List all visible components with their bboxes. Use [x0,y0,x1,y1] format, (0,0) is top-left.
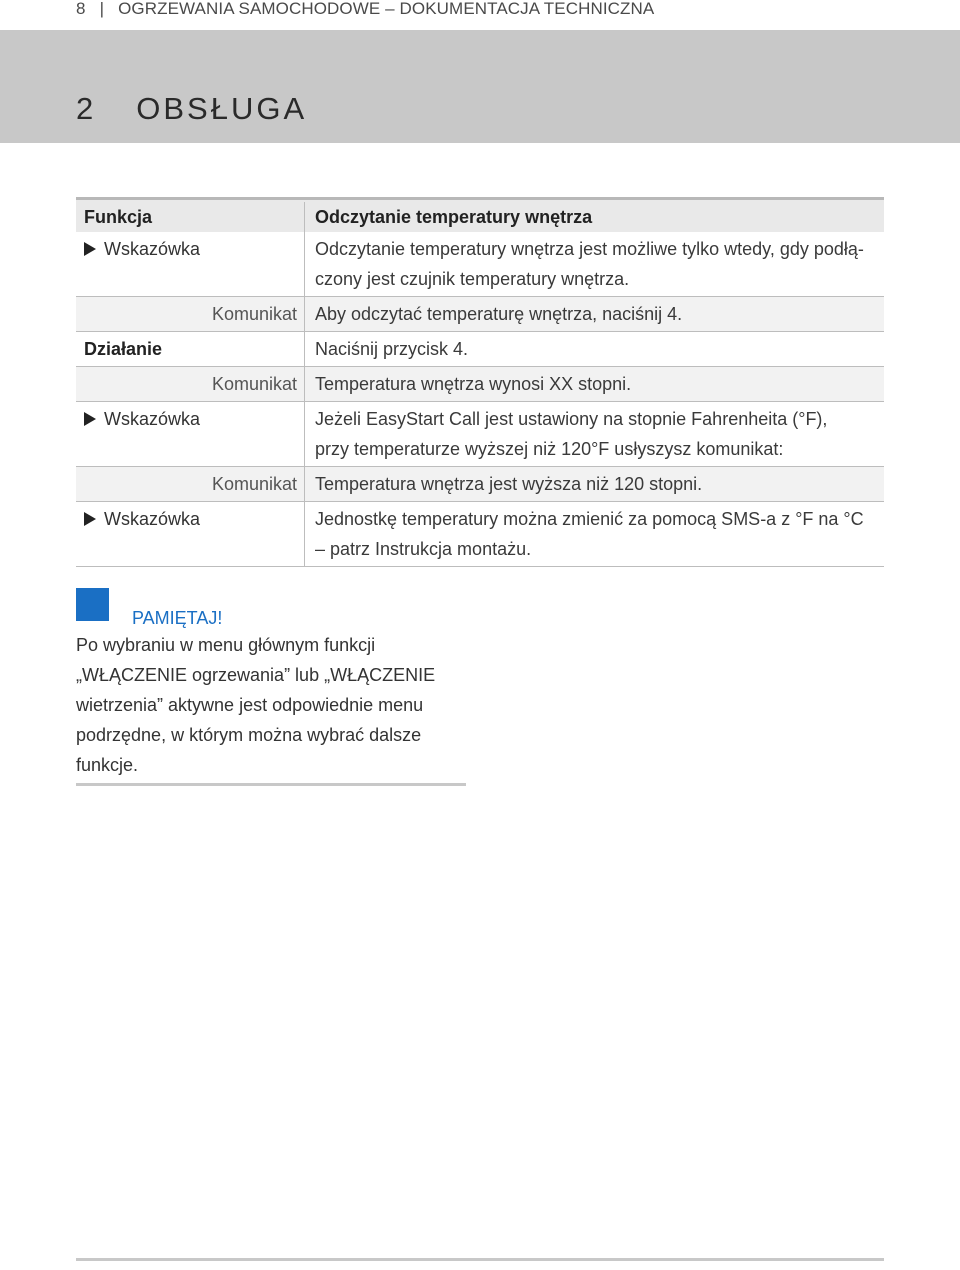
hint-line: Odczytanie temperatury wnętrza jest możliwe tylko wtedy, gdy podłą- [315,239,864,259]
hint-line: przy temperaturze wyższej niż 120°F usłyszysz komunikat: [315,439,784,459]
chapter-title: OBSŁUGA [136,91,308,126]
hint-label-text: Wskazówka [104,239,201,259]
hint-label-text: Wskazówka [104,409,201,429]
table-row-action [76,332,884,366]
note-line: „WŁĄCZENIE ogrzewania” lub „WŁĄCZENIE [76,665,436,685]
hint-line: Jeżeli EasyStart Call jest ustawiony na stopnie Fahrenheita (°F), [315,409,828,429]
running-title: OGRZEWANIA SAMOCHODOWE – DOKUMENTACJA TECHNICZNA [118,0,655,18]
message-text: Temperatura wnętrza jest wyższa niż 120 stopni. [315,474,703,494]
hint-text [305,402,884,466]
hint-label-text: Wskazówka [104,509,201,529]
hint-label [76,232,305,296]
table-head-row [76,200,884,232]
note-marker-icon [76,588,109,621]
note-divider [76,783,466,786]
hint-text [305,502,884,566]
footer-divider [76,1258,884,1261]
hint-text [305,232,884,296]
chapter-heading [76,91,307,127]
chapter-number: 2 [76,91,97,126]
note-line: Po wybraniu w menu głównym funkcji [76,635,376,655]
table-row-hint-1 [76,232,884,296]
header-separator: | [99,0,105,18]
function-table [76,197,884,567]
message-text: Aby odczytać temperaturę wnętrza, naciśnij 4. [315,304,683,324]
action-text: Naciśnij przycisk 4. [315,339,469,359]
message-label: Komunikat [76,467,305,501]
message-label: Komunikat [76,367,305,401]
hint-label [76,402,305,466]
head-label: Funkcja [76,202,305,232]
message-label: Komunikat [76,297,305,331]
triangle-bullet-icon [84,242,96,256]
hint-line: – patrz Instrukcja montażu. [315,539,532,559]
page-number: 8 [76,0,86,18]
table-row-hint-3 [76,502,884,567]
note-text [76,630,466,780]
triangle-bullet-icon [84,412,96,426]
table-row-message-3 [76,466,884,502]
note-line: wietrzenia” aktywne jest odpowiednie menu [76,695,424,715]
triangle-bullet-icon [84,512,96,526]
note-title: PAMIĘTAJ! [132,608,223,628]
hint-label [76,502,305,566]
head-value: Odczytanie temperatury wnętrza [315,207,593,227]
table-row-hint-2 [76,402,884,466]
action-label: Działanie [76,332,305,366]
hint-line: Jednostkę temperatury można zmienić za pomocą SMS-a z °F na °C [315,509,864,529]
message-text: Temperatura wnętrza wynosi XX stopni. [315,374,632,394]
running-header [76,0,654,24]
hint-line: czony jest czujnik temperatury wnętrza. [315,269,630,289]
note-line: funkcje. [76,755,139,775]
note-line: podrzędne, w którym można wybrać dalsze [76,725,422,745]
table-row-message-1 [76,296,884,332]
table-row-message-2 [76,366,884,402]
